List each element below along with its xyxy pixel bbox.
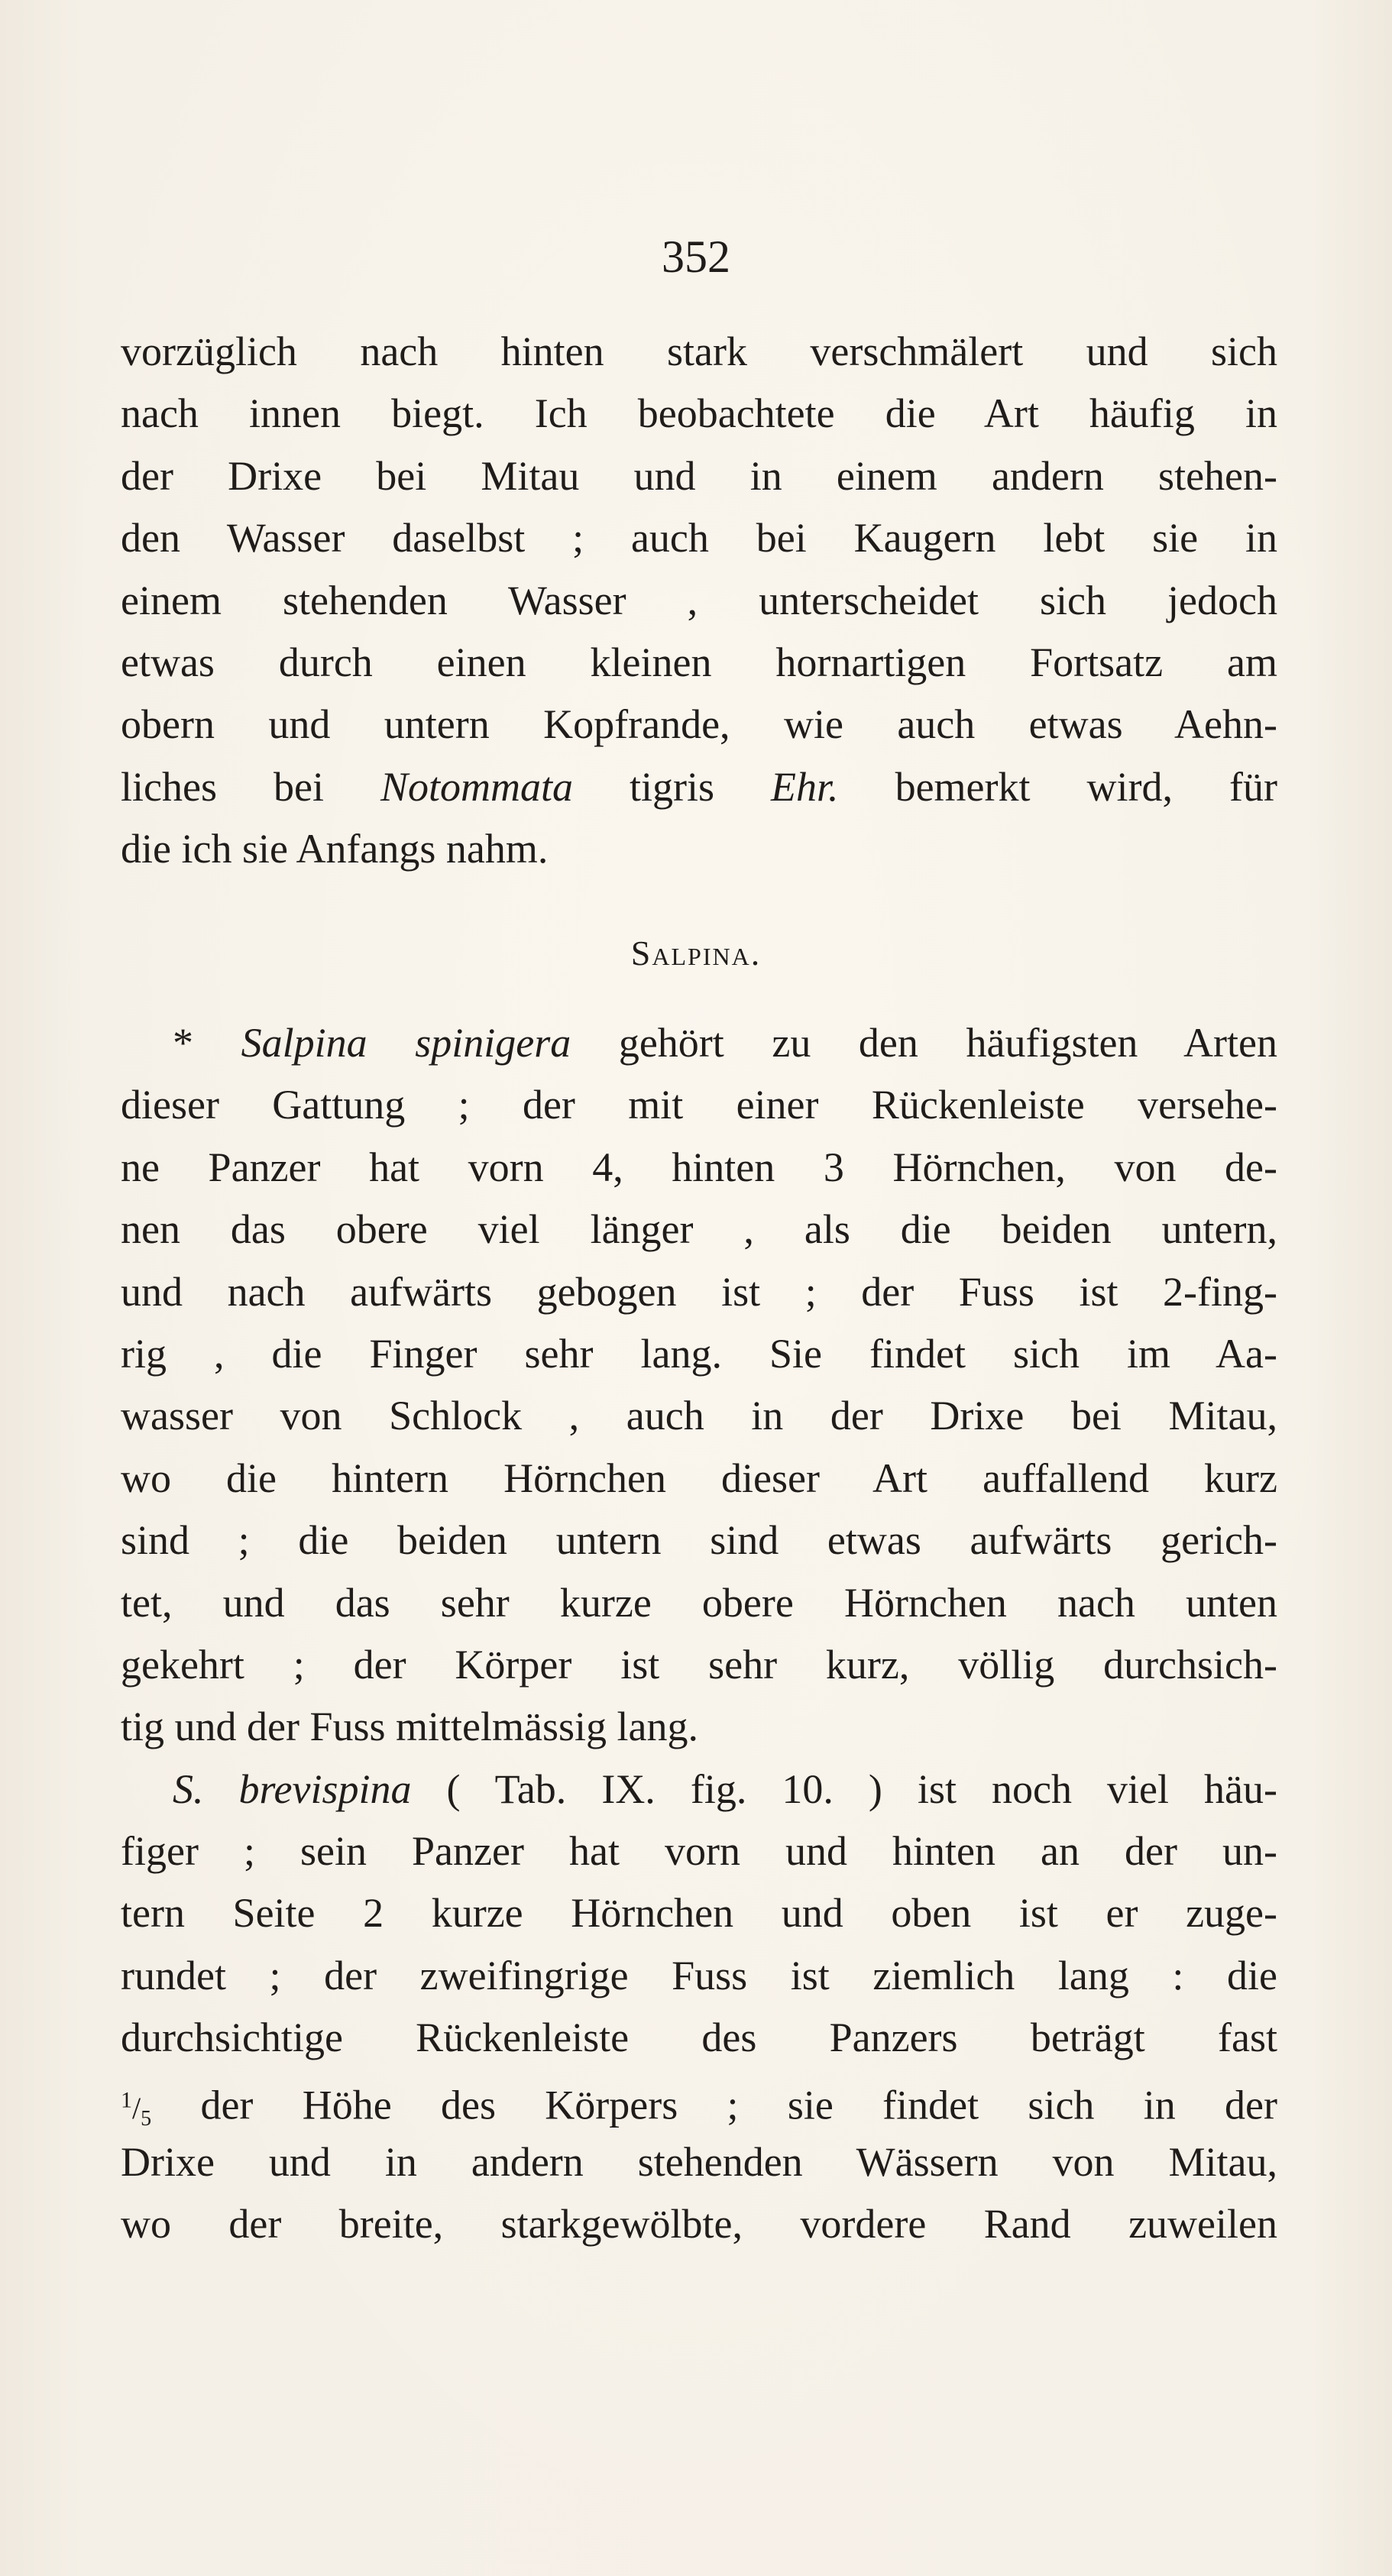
text-line: rundet ; der zweifingrige Fuss ist ziemlich lang : die (121, 1952, 1277, 1998)
text-line-with-italics (121, 1012, 1277, 1074)
text-line: tet, und das sehr kurze obere Hörnchen nach unten (121, 1579, 1277, 1626)
text-line: gekehrt ; der Körper ist sehr kurz, völlig durchsich- (121, 1641, 1277, 1688)
text-line: ne Panzer hat vorn 4, hinten 3 Hörnchen, von de- (121, 1144, 1277, 1190)
text-line-with-italics (121, 1759, 1277, 1820)
text-line: vorzüglich nach hinten stark verschmälert und sich (121, 328, 1277, 374)
author-abbrev-italic: Ehr. (771, 763, 839, 810)
text-line: den Wasser daselbst ; auch bei Kaugern lebt sie in (121, 515, 1277, 561)
genus-name-italic: Notommata (380, 763, 573, 810)
page-number: 352 (662, 231, 730, 282)
text-line: tig und der Fuss mittelmässig lang. (121, 1704, 698, 1750)
text-line: durchsichtige Rückenleiste des Panzers beträgt fast (121, 2015, 1277, 2061)
text-line: die ich sie Anfangs nahm. (121, 826, 549, 872)
text-line: und nach aufwärts gebogen ist ; der Fuss ist 2-fing- (121, 1268, 1277, 1315)
text-fragment: tigris (573, 763, 772, 810)
fraction-denominator: 5 (141, 2106, 152, 2131)
text-line: rig , die Finger sehr lang. Sie findet sich im Aa- (121, 1330, 1277, 1377)
text-line: einem stehenden Wasser , unterscheidet sich jedoch (121, 577, 1277, 623)
paragraph-notommata (121, 321, 1277, 881)
text-line: wasser von Schlock , auch in der Drixe bei Mitau, (121, 1393, 1277, 1439)
text-line: der Drixe bei Mitau und in einem andern stehen- (121, 452, 1277, 499)
section-heading: Salpina. (630, 934, 762, 972)
fraction-one-fifth (121, 2087, 152, 2131)
fraction-slash: / (132, 2090, 141, 2125)
text-line: tern Seite 2 kurze Hörnchen und oben ist er zuge- (121, 1890, 1277, 1937)
text-fragment: der Höhe des Körpers ; sie findet sich in der (151, 2081, 1277, 2128)
text-line-with-fraction (121, 2070, 1277, 2131)
text-fragment: ( Tab. IX. fig. 10. ) ist noch viel häu- (411, 1765, 1277, 1812)
asterisk-marker: * (173, 1020, 241, 1066)
text-line: nach innen biegt. Ich beobachtete die Art häufig in (121, 390, 1277, 437)
text-line: etwas durch einen kleinen hornartigen Fortsatz am (121, 639, 1277, 685)
text-line: nen das obere viel länger , als die beiden untern, (121, 1206, 1277, 1253)
species-name-italic: S. brevispina (173, 1765, 412, 1812)
text-line: wo die hintern Hörnchen dieser Art auffallend kurz (121, 1455, 1277, 1501)
text-line: Drixe und in andern stehenden Wässern von Mitau, (121, 2139, 1277, 2186)
text-line: figer ; sein Panzer hat vorn und hinten an der un- (121, 1828, 1277, 1875)
text-line-with-italics (121, 756, 1277, 818)
text-line: sind ; die beiden untern sind etwas aufwärts gerich- (121, 1517, 1277, 1564)
text-line: dieser Gattung ; der mit einer Rückenleiste versehe- (121, 1082, 1277, 1128)
paragraph-salpina (121, 1012, 1277, 2256)
text-fragment: liches bei (121, 763, 380, 810)
text-line: wo der breite, starkgewölbte, vordere Rand zuweilen (121, 2201, 1277, 2248)
species-name-italic: Salpina spinigera (241, 1020, 571, 1066)
fraction-numerator: 1 (121, 2087, 132, 2113)
text-line: obern und untern Kopfrande, wie auch etwas Aehn- (121, 701, 1277, 748)
text-fragment: gehört zu den häufigsten Arten (571, 1020, 1277, 1066)
text-fragment: bemerkt wird, für (838, 763, 1277, 810)
